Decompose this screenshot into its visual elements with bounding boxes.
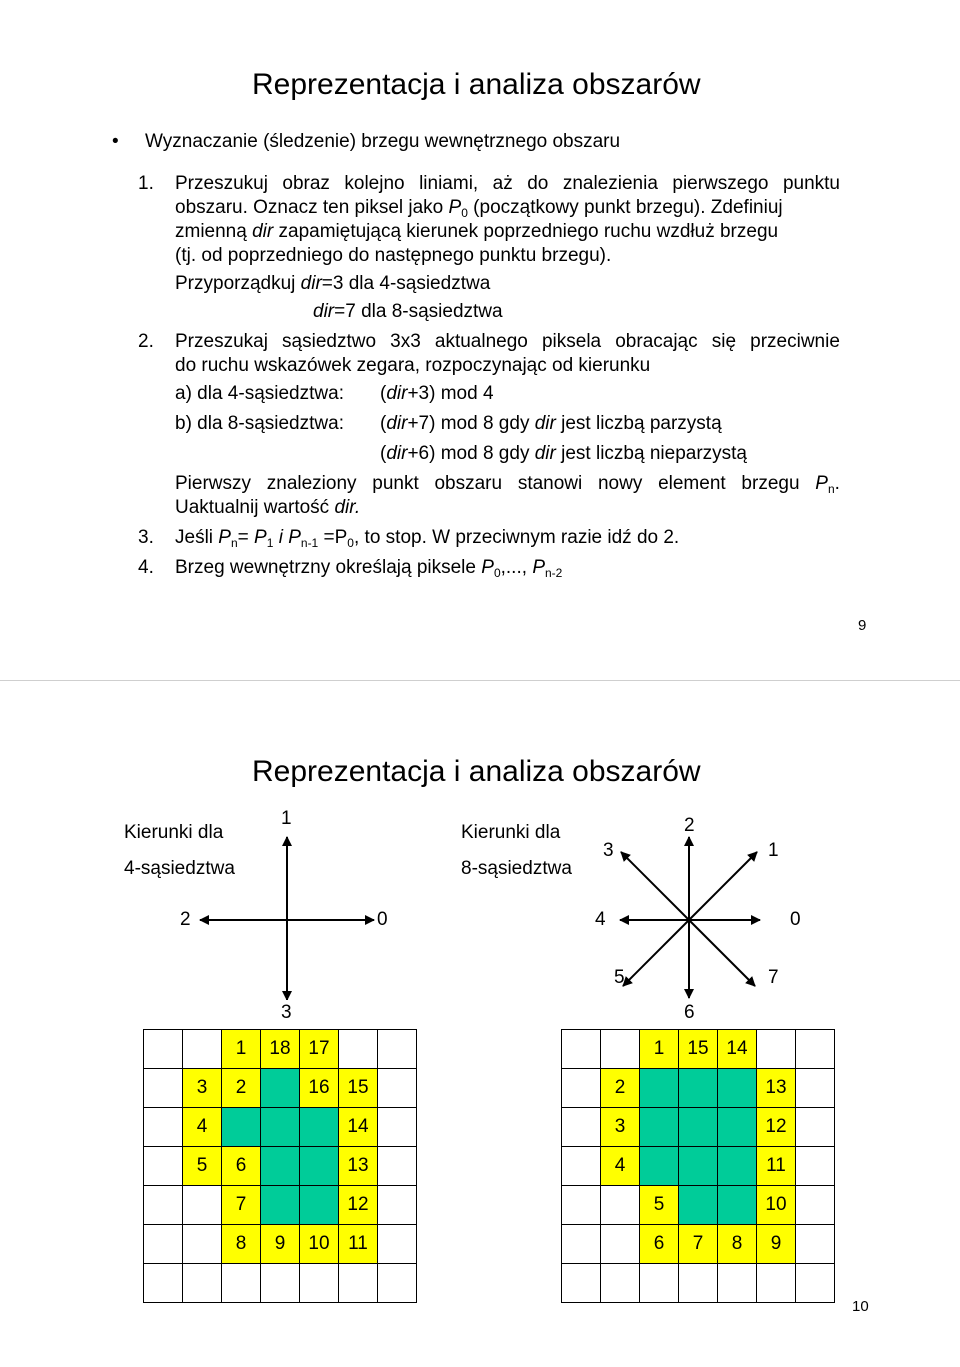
step2-b-label: b) dla 8-sąsiedztwa: xyxy=(175,413,344,434)
grid-cell xyxy=(601,1264,640,1303)
grid-cell xyxy=(562,1147,601,1186)
word: przeciwnie xyxy=(750,331,840,352)
right-caption-line2: 8-sąsiedztwa xyxy=(461,858,572,879)
grid-cell: 4 xyxy=(183,1108,222,1147)
grid-cell xyxy=(183,1030,222,1069)
word: piksela xyxy=(541,331,602,352)
grid-cell: 6 xyxy=(222,1147,261,1186)
grid-cell xyxy=(144,1030,183,1069)
grid-cell xyxy=(640,1108,679,1147)
word: aktualnego xyxy=(434,331,528,352)
dir4-label-left: 2 xyxy=(180,909,191,930)
grid-cell: 6 xyxy=(640,1225,679,1264)
grid-row xyxy=(562,1225,835,1264)
grid-cell xyxy=(796,1108,835,1147)
four-neighbour-arrows xyxy=(200,837,374,1000)
grid-cell xyxy=(679,1069,718,1108)
grid-cell xyxy=(718,1108,757,1147)
word: 3x3 xyxy=(390,331,421,352)
grid-cell xyxy=(144,1147,183,1186)
grid-cell: 15 xyxy=(679,1030,718,1069)
grid-cell: 13 xyxy=(757,1069,796,1108)
grid-cell xyxy=(183,1225,222,1264)
grid-cell xyxy=(757,1030,796,1069)
word: punktu xyxy=(782,173,840,194)
grid-cell xyxy=(378,1069,417,1108)
grid-cell xyxy=(562,1069,601,1108)
grid-cell: 2 xyxy=(601,1069,640,1108)
grid-cell: 2 xyxy=(222,1069,261,1108)
word: element xyxy=(658,473,726,494)
grid-cell: 4 xyxy=(601,1147,640,1186)
grid-cell: 12 xyxy=(757,1108,796,1147)
grid-cell xyxy=(562,1108,601,1147)
word: obracając xyxy=(615,331,698,352)
grid-row xyxy=(562,1186,835,1225)
grid-cell xyxy=(339,1030,378,1069)
grid-cell xyxy=(562,1264,601,1303)
word: obraz xyxy=(282,173,330,194)
word: znalezienia xyxy=(562,173,658,194)
grid-cell: 14 xyxy=(339,1108,378,1147)
dir8-label-n: 2 xyxy=(684,815,695,836)
grid-row xyxy=(562,1264,835,1303)
grid-cell: 13 xyxy=(339,1147,378,1186)
grid-row xyxy=(144,1147,417,1186)
direction-diagrams xyxy=(0,800,960,1000)
right-caption-line1: Kierunki dla xyxy=(461,822,561,843)
grid-cell xyxy=(718,1147,757,1186)
grid-cell xyxy=(300,1264,339,1303)
word: Pierwszy xyxy=(175,473,252,494)
grid-cell xyxy=(378,1030,417,1069)
step1-number: 1. xyxy=(138,173,154,194)
dir8-label-sw: 5 xyxy=(614,967,625,988)
grid-cell: 7 xyxy=(222,1186,261,1225)
arrow8-dir-7 xyxy=(689,920,755,986)
grid-cell: 11 xyxy=(339,1225,378,1264)
grid-row xyxy=(562,1069,835,1108)
word: brzegu xyxy=(741,473,800,494)
dir8-label-se: 7 xyxy=(768,967,779,988)
grid-cell xyxy=(300,1108,339,1147)
grid-cell xyxy=(796,1069,835,1108)
grid-cell xyxy=(796,1225,835,1264)
grid-row xyxy=(144,1030,417,1069)
dir8-label-ne: 1 xyxy=(768,840,779,861)
step4-text: Brzeg wewnętrzny określają piksele $P_0$,..., $P_{n-2}$ xyxy=(175,557,563,580)
left-caption-line1: Kierunki dla xyxy=(124,822,224,843)
word: kolejno xyxy=(344,173,405,194)
step2-number: 2. xyxy=(138,331,154,352)
step2-a-formula: (dir+3) mod 4 xyxy=(380,383,494,404)
grid-cell xyxy=(144,1069,183,1108)
step2-update: Uaktualnij wartość dir. xyxy=(175,497,361,518)
word: aż xyxy=(492,173,513,194)
grid-cell: 5 xyxy=(183,1147,222,1186)
grid-cell: 8 xyxy=(222,1225,261,1264)
grid-cell xyxy=(562,1030,601,1069)
grid-cell xyxy=(601,1186,640,1225)
grid-cell: 17 xyxy=(300,1030,339,1069)
grid-cell xyxy=(718,1186,757,1225)
grid-cell: 16 xyxy=(300,1069,339,1108)
grid-cell xyxy=(144,1264,183,1303)
step3-text: Jeśli $P_n= P_1$ i $P_{n-1} =P_0$, to stop. W przeciwnym razie idź do 2. xyxy=(175,527,680,550)
grid-cell xyxy=(796,1147,835,1186)
grid-cell xyxy=(261,1186,300,1225)
grid-cell: 10 xyxy=(757,1186,796,1225)
grid-cell xyxy=(378,1186,417,1225)
grid-cell xyxy=(378,1225,417,1264)
grid-cell xyxy=(601,1030,640,1069)
grid-cell xyxy=(679,1186,718,1225)
grid-cell: 3 xyxy=(601,1108,640,1147)
grid-cell xyxy=(378,1108,417,1147)
word: do xyxy=(527,173,549,194)
grid-cell: 18 xyxy=(261,1030,300,1069)
arrow8-dir-5 xyxy=(623,920,689,986)
grid-row xyxy=(144,1069,417,1108)
grid-cell xyxy=(640,1069,679,1108)
grid-cell xyxy=(222,1108,261,1147)
dir8-label-s: 6 xyxy=(684,1002,695,1023)
page-separator xyxy=(0,680,960,681)
step2-line2: do ruchu wskazówek zegara, rozpoczynając od kierunku xyxy=(175,355,651,376)
grid-cell xyxy=(601,1225,640,1264)
grid-row xyxy=(144,1225,417,1264)
step4-number: 4. xyxy=(138,557,154,578)
grid-cell xyxy=(640,1264,679,1303)
grid-4-neighbourhood xyxy=(143,1029,417,1303)
step1-line3: zmienną dir zapamiętującą kierunek poprzedniego ruchu wzdłuż brzegu xyxy=(175,221,779,242)
grid-row xyxy=(144,1108,417,1147)
grid-cell: 10 xyxy=(300,1225,339,1264)
step2-b-formula-odd: (dir+6) mod 8 gdy dir jest liczbą nieparzystą xyxy=(380,443,748,464)
word: nowy xyxy=(597,473,643,494)
bullet-icon: • xyxy=(112,131,119,152)
grid-cell xyxy=(679,1264,718,1303)
grid-row xyxy=(562,1030,835,1069)
grid-cell: 15 xyxy=(339,1069,378,1108)
grid-cell xyxy=(757,1264,796,1303)
grid-cell: 7 xyxy=(679,1225,718,1264)
step2-line1 xyxy=(175,330,840,354)
arrow8-dir-1 xyxy=(689,852,757,920)
grid-cell xyxy=(144,1186,183,1225)
grid-cell: 11 xyxy=(757,1147,796,1186)
grid-cell: 12 xyxy=(339,1186,378,1225)
found-element-symbol: $P_n$. xyxy=(815,473,840,496)
grid-row xyxy=(144,1264,417,1303)
grid-cell xyxy=(261,1264,300,1303)
grid-cell xyxy=(183,1186,222,1225)
grid-cell: 14 xyxy=(718,1030,757,1069)
grid-cell xyxy=(796,1186,835,1225)
grid-cell xyxy=(718,1069,757,1108)
grid-cell: 8 xyxy=(718,1225,757,1264)
grid-8-neighbourhood xyxy=(561,1029,835,1303)
step1-line2: obszaru. Oznacz ten piksel jako $P_0$ (początkowy punkt brzegu). Zdefiniuj xyxy=(175,197,783,220)
step1-line1 xyxy=(175,172,840,196)
word: punkt xyxy=(372,473,419,494)
dir4-label-up: 1 xyxy=(281,808,292,829)
word: liniami, xyxy=(419,173,479,194)
grid-cell xyxy=(640,1147,679,1186)
page2-number: 10 xyxy=(852,1298,869,1315)
grid-cell xyxy=(562,1225,601,1264)
dir8-label-nw: 3 xyxy=(603,840,614,861)
grid-cell xyxy=(261,1069,300,1108)
grid-cell xyxy=(562,1186,601,1225)
grid-cell xyxy=(261,1147,300,1186)
grid-cell xyxy=(144,1225,183,1264)
word: sąsiedztwo xyxy=(282,331,377,352)
grid-cell xyxy=(796,1030,835,1069)
dir4-label-right: 0 xyxy=(377,909,388,930)
step3-number: 3. xyxy=(138,527,154,548)
grid-cell: 9 xyxy=(757,1225,796,1264)
page2-title: Reprezentacja i analiza obszarów xyxy=(252,755,701,788)
grid-row xyxy=(144,1186,417,1225)
grid-cell xyxy=(339,1264,378,1303)
word: stanowi xyxy=(517,473,583,494)
grid-cell: 9 xyxy=(261,1225,300,1264)
grid-cell xyxy=(378,1264,417,1303)
word: obszaru xyxy=(434,473,503,494)
step2-a-label: a) dla 4-sąsiedztwa: xyxy=(175,383,344,404)
grid-cell xyxy=(183,1264,222,1303)
grid-cell xyxy=(718,1264,757,1303)
grid-cell xyxy=(300,1186,339,1225)
step2-b-formula-even: (dir+7) mod 8 gdy dir jest liczbą parzystą xyxy=(380,413,722,434)
grid-cell xyxy=(679,1108,718,1147)
word: się xyxy=(711,331,737,352)
grid-row xyxy=(562,1147,835,1186)
grid-cell xyxy=(261,1108,300,1147)
grid-cell: 3 xyxy=(183,1069,222,1108)
grid-cell xyxy=(378,1147,417,1186)
step2-found-line xyxy=(175,472,840,496)
grid-cell xyxy=(144,1108,183,1147)
dir8-label-w: 4 xyxy=(595,909,606,930)
word: Przeszukuj xyxy=(175,173,268,194)
grid-cell xyxy=(222,1264,261,1303)
word: pierwszego xyxy=(672,173,769,194)
grid-cell: 1 xyxy=(640,1030,679,1069)
left-caption-line2: 4-sąsiedztwa xyxy=(124,858,235,879)
grid-cell xyxy=(796,1264,835,1303)
word: Przeszukaj xyxy=(175,331,268,352)
dir4-label-down: 3 xyxy=(281,1002,292,1023)
grid-row xyxy=(562,1108,835,1147)
arrow8-dir-3 xyxy=(621,852,689,920)
step1-assign-8: dir=7 dla 8-sąsiedztwa xyxy=(313,301,503,322)
step1-assign-4: Przyporządkuj dir=3 dla 4-sąsiedztwa xyxy=(175,273,491,294)
grid-cell xyxy=(300,1147,339,1186)
step1-line4: (tj. od poprzedniego do następnego punktu brzegu). xyxy=(175,245,612,266)
eight-neighbour-arrows xyxy=(620,837,760,998)
page1-number: 9 xyxy=(858,617,867,634)
grid-cell xyxy=(679,1147,718,1186)
page1-title: Reprezentacja i analiza obszarów xyxy=(252,68,701,101)
grid-cell: 5 xyxy=(640,1186,679,1225)
bullet-text: Wyznaczanie (śledzenie) brzegu wewnętrznego obszaru xyxy=(145,131,621,152)
word: znaleziony xyxy=(266,473,357,494)
dir8-label-e: 0 xyxy=(790,909,801,930)
grid-cell: 1 xyxy=(222,1030,261,1069)
